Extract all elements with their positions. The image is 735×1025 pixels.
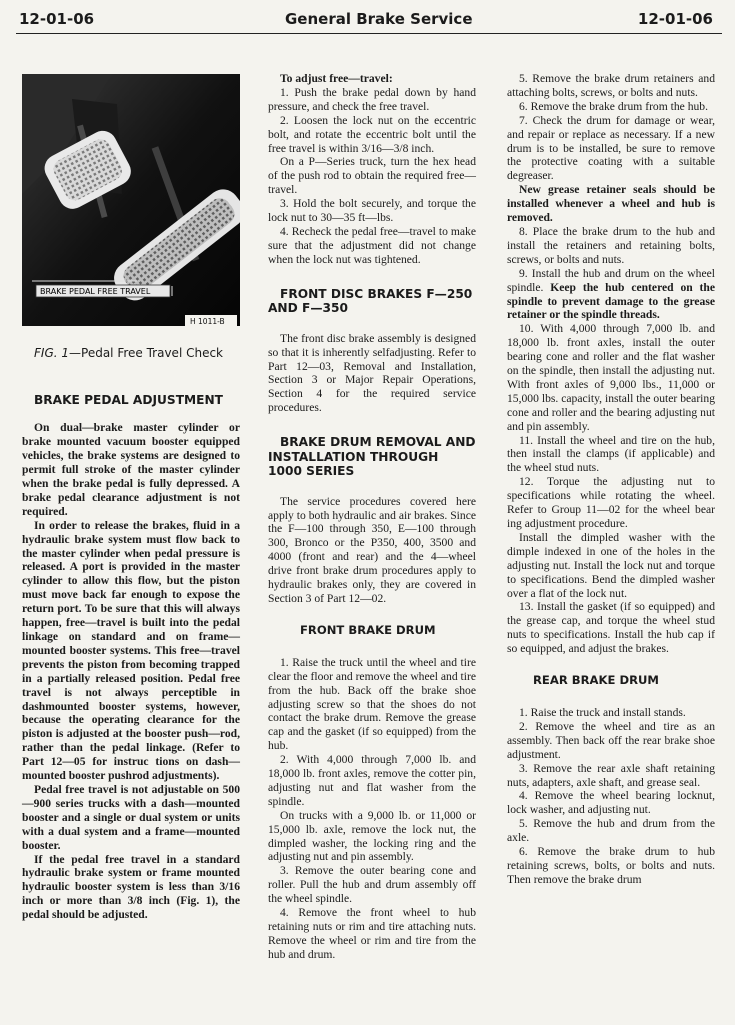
step: Install the dimpled washer with the dimple indexed in one of the holes in the adjusting nut. Install the lock nut and torque to specifications. Bend the dimpled washer over a flat of the lock nut. <box>507 530 715 600</box>
step: 8. Place the brake drum to the hub and install the retainers and retaining bolts, screws, or bolts and nuts. <box>507 224 715 266</box>
heading-front-brake-drum: FRONT BRAKE DRUM <box>300 622 436 637</box>
step-text: 9. Install the hub and drum on the wheel spindle. <box>507 266 715 294</box>
step: 4. Remove the wheel bearing locknut, lock washer, and adjusting nut. <box>507 789 715 817</box>
step: 11. Install the wheel and tire on the hub, then install the clamps (if applicable) and the wheel stud nuts. <box>507 433 715 475</box>
step: 1. Raise the truck and install stands. <box>519 705 686 719</box>
figure-photo <box>22 74 240 326</box>
paragraph: In order to release the brakes, fluid in a hydraulic brake system must flow back to the master cylinder when pedal pressure is released. A port is provided in the master cylinder to allow this flow, but the piston must move back far enough to expose the return port. To be sure that this will always happen, free—travel is built into the pedal linkage on standard and on frame—mounted booster systems. This free—travel prevents the piston from becoming trapped in a partially released position. Pedal free travel is not always perceptible in dashmounted booster systems, however, because the operating clearance for the piston is adjusted at the booster push—rod, rather than the pedal linkage. (Refer to Part 12—05 for instruc tions on dash—mounted booster pushrod adjustments). <box>22 518 240 783</box>
step: 1. Raise the truck until the wheel and tire clear the floor and remove the wheel and tire from the hub. Back off the brake shoe adjusting screw so that the shoes do not contact the brake drum. Remove the grease cap and the gasket (if so equipped) from the hub. <box>268 655 476 753</box>
step: 5. Remove the hub and drum from the axle. <box>507 817 715 845</box>
step: On trucks with a 9,000 lb. or 11,000 or 15,000 lb. axle, remove the lock nut, the dimpled washer, the locking ring and the adjusting nut and pin assembly. <box>268 808 476 864</box>
heading-brake-drum-removal: BRAKE DRUM REMOVAL AND INSTALLATION THROUGH 1000 SERIES <box>268 435 476 479</box>
step: 3. Remove the outer bearing cone and roller. Pull the hub and drum assembly off the wheel spindle. <box>268 864 476 906</box>
step: 3. Hold the bolt securely, and torque the lock nut to 30—35 ft—lbs. <box>268 197 476 225</box>
figure-inner-label: BRAKE PEDAL FREE TRAVEL <box>40 287 151 296</box>
step: 12. Torque the adjusting nut to specifications while rotating the wheel. Refer to Group 11—02 for the wheel bear ing adjustment procedure. <box>507 475 715 530</box>
step: On a P—Series truck, turn the hex head of the push rod to obtain the required free—travel. <box>268 155 476 197</box>
step: 6. Remove the brake drum to hub retaining screws, bolts, or bolts and nuts. Then remove the brake drum <box>507 845 715 886</box>
adjust-heading: To adjust free—travel: <box>280 72 393 85</box>
figure-caption <box>22 347 240 361</box>
page-number-right: 12-01-06 <box>637 10 713 28</box>
heading-rear-brake-drum: REAR BRAKE DRUM <box>533 673 659 688</box>
column-1 <box>22 74 240 922</box>
step-emphasis: Keep the hub centered on the spindle to prevent damage to the grease retainer or the spindle threads. <box>507 280 715 322</box>
step: 10. With 4,000 through 7,000 lb. and 18,000 lb. front axles, install the outer bearing cone and roller and the flat washer on the spindle, then install the adjusting nut. With front axles of 9,000 lbs., 11,000 or 15,000 lbs. capacity, install the outer bearing cone and roller and the bearing adjusting nut and pin assembly. <box>507 322 715 433</box>
step: 4. Remove the front wheel to hub retaining nuts or rim and tire attaching nuts. Remove the wheel or rim and tire from the hub and drum. <box>268 906 476 961</box>
step: 2. With 4,000 through 7,000 lb. and 18,000 lb. front axles, remove the cotter pin, adjusting nut and flat washer from the spindle. <box>268 753 476 808</box>
figure-caption-text: —Pedal Free Travel Check <box>69 346 224 360</box>
page-number-left: 12-01-06 <box>19 10 95 28</box>
column-3 <box>507 72 715 887</box>
figure-code: H 1011-B <box>190 317 225 326</box>
column-2 <box>268 72 476 962</box>
step: 2. Remove the wheel and tire as an assembly. Then back off the rear brake shoe adjustment. <box>507 719 715 761</box>
running-title: General Brake Service <box>285 10 473 28</box>
paragraph: The service procedures covered here apply to both hydraulic and air brakes. Since the F—100 through 350, E—100 through 300, Bronco or the P350, 400, 3500 and 4000 (front and rear) and the 4—wheel drive front brake drum procedures apply to hydraulic brakes only, they are covered in Section 3 of Part 12—02. <box>268 494 476 605</box>
paragraph: If the pedal free travel in a standard hydraulic brake system or frame mounted hydraulic booster system is less than 3/16 inch or more than 3/8 inch (Fig. 1), the pedal should be adjusted. <box>22 852 240 922</box>
step: 1. Push the brake pedal down by hand pressure, and check the free travel. <box>268 85 476 113</box>
step: 2. Loosen the lock nut on the eccentric bolt, and rotate the eccentric bolt until the free travel is within 3/16—3/8 inch. <box>268 113 476 155</box>
heading-front-disc-brakes: FRONT DISC BRAKES F—250 AND F—350 <box>268 286 473 316</box>
heading-brake-pedal-adjustment: BRAKE PEDAL ADJUSTMENT <box>34 392 223 407</box>
step: 4. Recheck the pedal free—travel to make sure that the adjustment did not change when the lock nut was tightened. <box>268 224 476 266</box>
page-header <box>0 4 735 34</box>
header-rule <box>16 33 722 34</box>
step: 13. Install the gasket (if so equipped) and the grease cap, and torque the wheel stud nuts to specifications. Install the hub cap if so equipped, and adjust the brakes. <box>507 600 715 656</box>
step: 7. Check the drum for damage or wear, and repair or replace as necessary. If a new drum is to be installed, be sure to remove the protective coating with a suitable degreaser. <box>507 113 715 183</box>
step: 6. Remove the brake drum from the hub. <box>519 99 708 113</box>
paragraph: The front disc brake assembly is designed so that it is inherently selfadjusting. Refer to Part 12—03, Removal and Installation, Section 3 or Major Repair Operations, Section 4 for the required service procedures. <box>268 331 476 415</box>
step: 5. Remove the brake drum retainers and attaching bolts, screws, or bolts and nuts. <box>507 72 715 99</box>
step <box>507 267 715 323</box>
seal-note: New grease retainer seals should be installed whenever a wheel and hub is removed. <box>507 183 715 225</box>
paragraph: On dual—brake master cylinder or brake mounted vacuum booster equipped vehicles, the brake systems are designed to permit full stroke of the master cylinder when the brake pedal is fully depressed. A brake pedal clearance adjustment is not required. <box>22 421 240 518</box>
paragraph: Pedal free travel is not adjustable on 500—900 series trucks with a dash—mounted booster and a single or dual system or units with a dual system and a frame—mounted booster. <box>22 782 240 852</box>
step: 3. Remove the rear axle shaft retaining nuts, adapters, axle shaft, and grease seal. <box>507 761 715 789</box>
brake-pedal-illustration <box>22 74 240 326</box>
figure-caption-prefix: FIG. 1 <box>34 346 70 360</box>
